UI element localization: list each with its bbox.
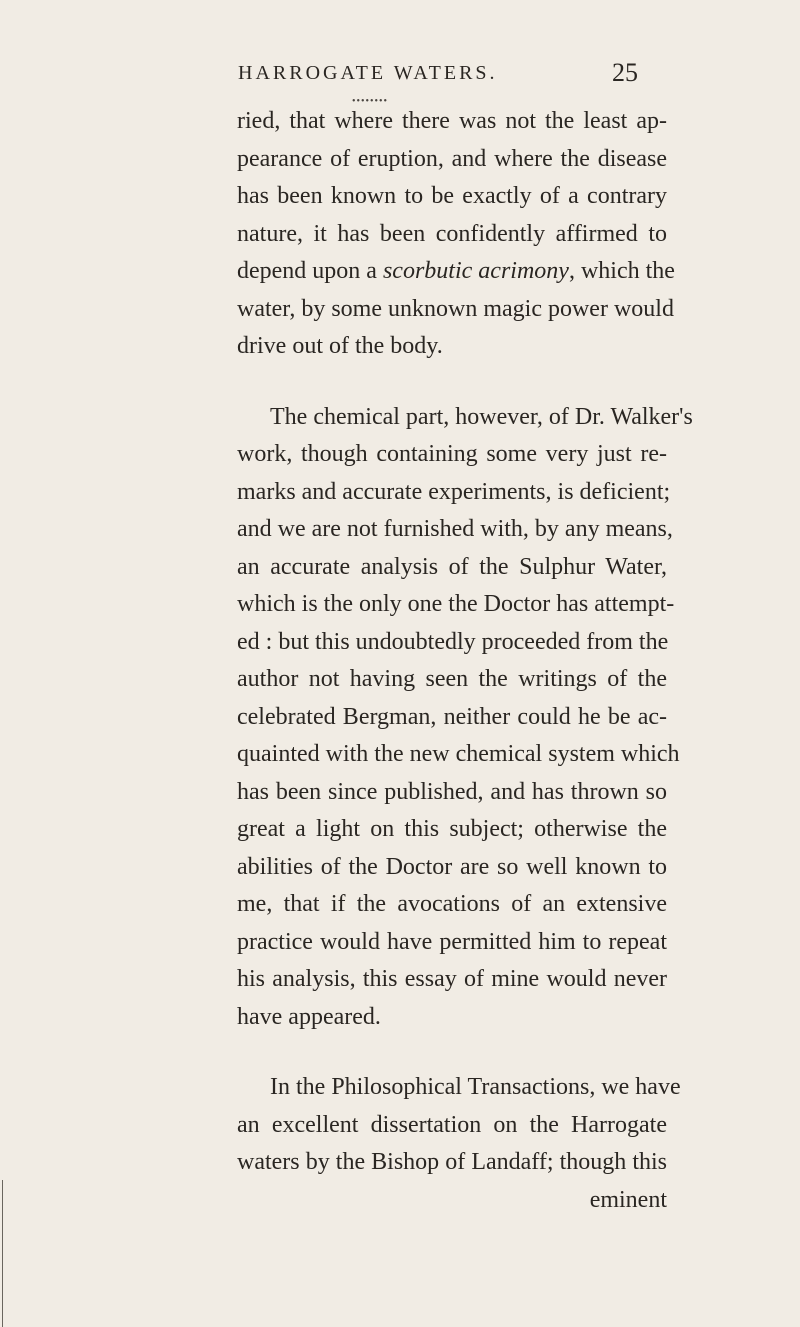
text-line: author not having seen the writings of the <box>237 666 667 692</box>
text-line: abilities of the Doctor are so well known to <box>237 853 667 880</box>
text-line: work, though containing some very just re- <box>237 441 667 467</box>
text-line: In the Philosophical Transactions, we have <box>270 1074 681 1100</box>
text-line: The chemical part, however, of Dr. Walker's <box>270 403 693 430</box>
catchword: eminent <box>589 1186 667 1213</box>
text-line: his analysis, this essay of mine would never <box>237 966 667 992</box>
page-number: 25 <box>612 58 638 87</box>
text-line: ed : but this undoubtedly proceeded from the <box>237 628 669 655</box>
text-line: practice would have permitted him to repeat <box>237 928 667 955</box>
text-line: which is the only one the Doctor has attempt- <box>237 591 675 617</box>
text-line: drive out of the body. <box>237 333 443 359</box>
text-line: an excellent dissertation on the Harrogate <box>237 1111 667 1138</box>
text-line: has been known to be exactly of a contrary <box>237 183 667 209</box>
page-header <box>180 58 680 92</box>
text-line: nature, it has been confidently affirmed to <box>237 220 667 247</box>
text-line: waters by the Bishop of Landaff; though this <box>237 1149 667 1175</box>
text-line: great a light on this subject; otherwise the <box>237 816 667 842</box>
text-line: water, by some unknown magic power would <box>237 295 674 322</box>
italic-phrase: scorbutic acrimony <box>382 258 569 284</box>
text-segment: depend upon a <box>237 258 383 284</box>
header-ornament: •••••••• <box>352 96 389 107</box>
text-line: quainted with the new chemical system which <box>237 741 680 767</box>
text-line: ried, that where there was not the least ap- <box>237 108 667 134</box>
text-line: me, that if the avocations of an extensive <box>237 891 667 917</box>
page-edge-line <box>2 1180 3 1327</box>
text-line: marks and accurate experiments, is deficient; <box>237 478 671 505</box>
text-line: and we are not furnished with, by any means, <box>237 516 673 542</box>
text-line: an accurate analysis of the Sulphur Water, <box>237 553 667 580</box>
body-text <box>237 103 693 1219</box>
text-line: pearance of eruption, and where the disease <box>237 145 667 172</box>
paragraph-3 <box>237 1069 681 1182</box>
text-segment: , which the <box>568 258 675 284</box>
paragraph-1 <box>237 103 675 366</box>
text-line: has been since published, and has thrown so <box>237 778 667 805</box>
paragraph-2 <box>237 399 693 1037</box>
text-line <box>237 253 675 291</box>
text-line: have appeared. <box>237 1003 381 1030</box>
running-title: HARROGATE WATERS. <box>238 62 498 84</box>
text-line: celebrated Bergman, neither could he be ac- <box>237 703 667 730</box>
